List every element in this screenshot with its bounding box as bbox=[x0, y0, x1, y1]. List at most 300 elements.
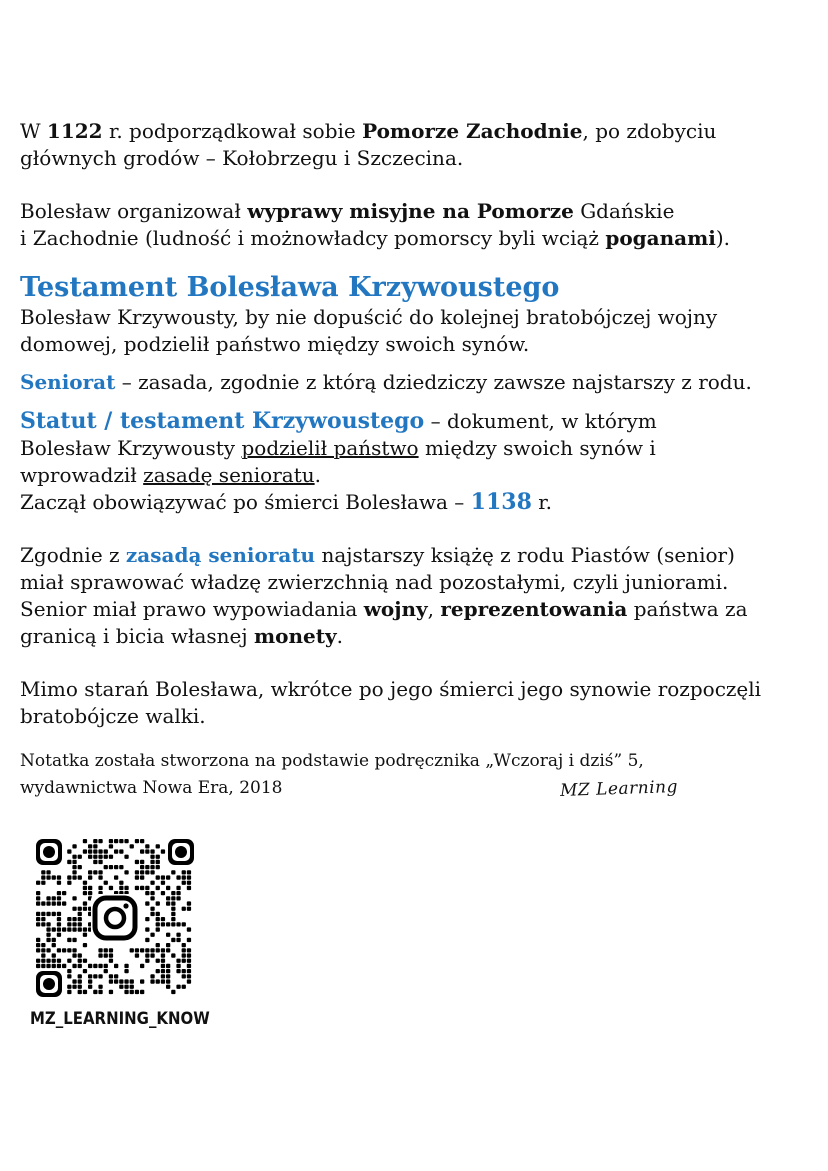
qr-module bbox=[187, 886, 191, 890]
qr-module bbox=[145, 927, 149, 931]
qr-module bbox=[52, 912, 56, 916]
qr-module bbox=[46, 896, 50, 900]
qr-module bbox=[41, 953, 45, 957]
qr-module bbox=[67, 922, 71, 926]
qr-module bbox=[156, 917, 160, 921]
definition-seniorat: Seniorat – zasada, zgodnie z którą dziedziczy zawsze najstarszy z rodu. bbox=[20, 370, 752, 394]
qr-module bbox=[104, 969, 108, 973]
qr-module bbox=[72, 875, 76, 879]
qr-module bbox=[182, 969, 186, 973]
qr-module bbox=[98, 948, 102, 952]
qr-module bbox=[109, 839, 113, 843]
qr-module bbox=[150, 907, 154, 911]
qr-module bbox=[83, 959, 87, 963]
qr-module bbox=[166, 985, 170, 989]
qr-module bbox=[130, 948, 134, 952]
qr-module bbox=[145, 959, 149, 963]
qr-module bbox=[88, 964, 92, 968]
qr-module bbox=[46, 948, 50, 952]
qr-module bbox=[93, 844, 97, 848]
qr-module bbox=[176, 891, 180, 895]
qr-module bbox=[93, 839, 97, 843]
qr-module bbox=[156, 865, 160, 869]
qr-module bbox=[182, 953, 186, 957]
qr-module bbox=[62, 901, 66, 905]
term-wyprawy-misyjne: wyprawy misyjne na Pomorze bbox=[247, 199, 574, 223]
qr-module bbox=[57, 959, 61, 963]
qr-module bbox=[171, 922, 175, 926]
qr-module bbox=[140, 979, 144, 983]
qr-module bbox=[156, 969, 160, 973]
qr-module bbox=[67, 959, 71, 963]
qr-module bbox=[109, 865, 113, 869]
qr-module bbox=[150, 974, 154, 978]
qr-module bbox=[62, 927, 66, 931]
qr-module bbox=[182, 985, 186, 989]
term-statut: Statut / testament Krzywoustego bbox=[20, 408, 425, 434]
qr-module bbox=[140, 849, 144, 853]
qr-module bbox=[83, 907, 87, 911]
qr-module bbox=[166, 969, 170, 973]
qr-module bbox=[156, 875, 160, 879]
qr-module bbox=[46, 870, 50, 874]
year-1138: 1138 bbox=[470, 489, 532, 515]
qr-module bbox=[88, 844, 92, 848]
qr-module bbox=[78, 953, 82, 957]
qr-module bbox=[150, 881, 154, 885]
qr-module bbox=[83, 881, 87, 885]
qr-module bbox=[72, 865, 76, 869]
qr-module bbox=[57, 922, 61, 926]
qr-module bbox=[67, 849, 71, 853]
term-reprezentowania: reprezentowania bbox=[440, 597, 628, 621]
qr-module bbox=[119, 979, 123, 983]
qr-module bbox=[57, 891, 61, 895]
qr-module bbox=[145, 917, 149, 921]
term-seniorat: Seniorat bbox=[20, 370, 116, 394]
qr-module bbox=[78, 865, 82, 869]
qr-module bbox=[78, 964, 82, 968]
qr-module bbox=[57, 964, 61, 968]
qr-module bbox=[156, 912, 160, 916]
paragraph-intro: Bolesław Krzywousty, by nie dopuścić do kolejnej bratobójczej wojny domowej, podzielił państwo między swoich synów. bbox=[20, 305, 718, 356]
qr-module bbox=[130, 979, 134, 983]
qr-module bbox=[72, 855, 76, 859]
qr-module bbox=[135, 875, 139, 879]
qr-module bbox=[67, 938, 71, 942]
qr-module bbox=[36, 917, 40, 921]
qr-module bbox=[36, 922, 40, 926]
qr-module bbox=[67, 860, 71, 864]
qr-module bbox=[135, 886, 139, 890]
qr-module bbox=[119, 985, 123, 989]
qr-module bbox=[83, 839, 87, 843]
qr-module bbox=[83, 969, 87, 973]
instagram-icon bbox=[91, 894, 139, 942]
qr-module bbox=[41, 901, 45, 905]
qr-module bbox=[78, 985, 82, 989]
qr-module bbox=[140, 964, 144, 968]
qr-module bbox=[187, 959, 191, 963]
qr-module bbox=[41, 943, 45, 947]
qr-module bbox=[119, 881, 123, 885]
qr-module bbox=[182, 922, 186, 926]
qr-module bbox=[67, 990, 71, 994]
term-pomorze-zachodnie: Pomorze Zachodnie bbox=[362, 119, 583, 143]
qr-module bbox=[52, 896, 56, 900]
qr-module bbox=[98, 964, 102, 968]
qr-module bbox=[171, 891, 175, 895]
qr-module bbox=[145, 870, 149, 874]
qr-module bbox=[119, 886, 123, 890]
qr-module bbox=[140, 948, 144, 952]
qr-code[interactable] bbox=[30, 833, 200, 1003]
qr-module bbox=[166, 964, 170, 968]
underlined-podzielil-panstwo: podzielił państwo bbox=[241, 436, 419, 460]
qr-module bbox=[130, 990, 134, 994]
qr-module bbox=[52, 938, 56, 942]
qr-module bbox=[182, 875, 186, 879]
qr-module bbox=[150, 865, 154, 869]
qr-module bbox=[150, 849, 154, 853]
qr-module bbox=[72, 844, 76, 848]
qr-module bbox=[171, 901, 175, 905]
qr-module bbox=[166, 943, 170, 947]
qr-module bbox=[187, 870, 191, 874]
qr-module bbox=[119, 849, 123, 853]
qr-module bbox=[93, 990, 97, 994]
qr-module bbox=[88, 855, 92, 859]
qr-module bbox=[88, 891, 92, 895]
qr-module bbox=[187, 953, 191, 957]
term-monety: monety bbox=[253, 624, 337, 648]
qr-module bbox=[78, 912, 82, 916]
qr-module bbox=[161, 974, 165, 978]
qr-module bbox=[135, 870, 139, 874]
qr-module bbox=[98, 860, 102, 864]
qr-module bbox=[187, 974, 191, 978]
qr-module bbox=[166, 886, 170, 890]
qr-module bbox=[41, 959, 45, 963]
qr-module bbox=[52, 964, 56, 968]
qr-module bbox=[62, 948, 66, 952]
qr-module bbox=[98, 886, 102, 890]
qr-module bbox=[171, 990, 175, 994]
paragraph-bratobojcze-walki: Mimo starań Bolesława, wkrótce po jego śmierci jego synowie rozpoczęli bratobójcze walki. bbox=[20, 677, 762, 728]
qr-module bbox=[109, 990, 113, 994]
qr-module bbox=[166, 896, 170, 900]
qr-module bbox=[130, 985, 134, 989]
qr-module bbox=[187, 979, 191, 983]
qr-module bbox=[171, 912, 175, 916]
qr-module bbox=[166, 948, 170, 952]
qr-module bbox=[124, 839, 128, 843]
qr-module bbox=[150, 912, 154, 916]
qr-module bbox=[83, 927, 87, 931]
qr-module bbox=[72, 927, 76, 931]
qr-module bbox=[145, 953, 149, 957]
qr-module bbox=[36, 964, 40, 968]
qr-module bbox=[135, 948, 139, 952]
qr-module bbox=[187, 948, 191, 952]
qr-module bbox=[166, 974, 170, 978]
qr-module bbox=[161, 964, 165, 968]
qr-module bbox=[93, 860, 97, 864]
qr-module bbox=[182, 881, 186, 885]
qr-module bbox=[67, 917, 71, 921]
paragraph-pomorze-zachodnie: W 1122 r. podporządkował sobie Pomorze Zachodnie, po zdobyciu głównych grodów – Kołobrzegu i Szczecina. bbox=[20, 119, 717, 170]
qr-module bbox=[182, 943, 186, 947]
qr-module bbox=[124, 979, 128, 983]
qr-module bbox=[156, 860, 160, 864]
qr-module bbox=[124, 985, 128, 989]
qr-module bbox=[135, 860, 139, 864]
qr-module bbox=[161, 917, 165, 921]
qr-module bbox=[182, 948, 186, 952]
qr-module bbox=[109, 953, 113, 957]
qr-module bbox=[182, 974, 186, 978]
qr-module bbox=[57, 917, 61, 921]
qr-module bbox=[171, 917, 175, 921]
qr-module bbox=[171, 938, 175, 942]
paragraph-wyprawy-misyjne: Bolesław organizował wyprawy misyjne na Pomorze Gdańskie i Zachodnie (ludność i możnowładcy pomorscy byli wciąż poganami). bbox=[20, 199, 731, 250]
term-zasada-senioratu: zasadą senioratu bbox=[125, 543, 316, 567]
qr-module bbox=[78, 875, 82, 879]
qr-module bbox=[41, 948, 45, 952]
qr-module bbox=[72, 964, 76, 968]
qr-module bbox=[72, 948, 76, 952]
qr-module bbox=[114, 964, 118, 968]
qr-module bbox=[62, 891, 66, 895]
qr-module bbox=[130, 844, 134, 848]
qr-module bbox=[98, 985, 102, 989]
term-poganami: poganami bbox=[605, 226, 716, 250]
qr-module bbox=[104, 849, 108, 853]
qr-module bbox=[57, 896, 61, 900]
qr-module bbox=[98, 875, 102, 879]
qr-module bbox=[93, 964, 97, 968]
signature: MZ Learning bbox=[559, 776, 679, 802]
qr-module bbox=[78, 922, 82, 926]
qr-module bbox=[161, 849, 165, 853]
qr-module bbox=[166, 875, 170, 879]
qr-module bbox=[104, 964, 108, 968]
qr-module bbox=[83, 933, 87, 937]
qr-module bbox=[67, 948, 71, 952]
qr-module bbox=[72, 979, 76, 983]
qr-block bbox=[30, 833, 210, 1029]
qr-module bbox=[114, 974, 118, 978]
qr-module bbox=[57, 875, 61, 879]
qr-module bbox=[72, 896, 76, 900]
qr-module bbox=[140, 990, 144, 994]
qr-module bbox=[161, 922, 165, 926]
qr-module bbox=[109, 844, 113, 848]
qr-module bbox=[161, 875, 165, 879]
qr-module bbox=[72, 870, 76, 874]
year-1122: 1122 bbox=[46, 119, 103, 143]
qr-module bbox=[36, 901, 40, 905]
qr-module bbox=[36, 912, 40, 916]
qr-module bbox=[182, 959, 186, 963]
qr-module bbox=[145, 891, 149, 895]
qr-module bbox=[88, 886, 92, 890]
qr-module bbox=[161, 979, 165, 983]
qr-module bbox=[57, 881, 61, 885]
qr-module bbox=[98, 974, 102, 978]
qr-module bbox=[161, 959, 165, 963]
qr-module bbox=[57, 901, 61, 905]
qr-module bbox=[124, 886, 128, 890]
qr-module bbox=[41, 917, 45, 921]
paragraph-zasada-senioratu: Zgodnie z zasadą senioratu najstarszy książę z rodu Piastów (senior) miał sprawować władzę zwierzchnią nad pozostałymi, czyli juniorami. Senior miał prawo wypowiadania wojny, reprezentowania państwa za granicą i bicia własnej monety. bbox=[20, 543, 748, 648]
underlined-zasade-senioratu: zasadę senioratu bbox=[143, 463, 315, 487]
qr-module bbox=[52, 943, 56, 947]
qr-module bbox=[36, 948, 40, 952]
qr-module bbox=[124, 870, 128, 874]
qr-module bbox=[36, 959, 40, 963]
qr-module bbox=[83, 886, 87, 890]
qr-module bbox=[176, 896, 180, 900]
qr-module bbox=[41, 964, 45, 968]
qr-module bbox=[145, 886, 149, 890]
qr-module bbox=[52, 959, 56, 963]
qr-module bbox=[78, 907, 82, 911]
qr-module bbox=[187, 875, 191, 879]
qr-module bbox=[67, 985, 71, 989]
qr-module bbox=[176, 886, 180, 890]
qr-module bbox=[156, 959, 160, 963]
qr-module bbox=[109, 974, 113, 978]
qr-module bbox=[187, 969, 191, 973]
qr-module bbox=[140, 865, 144, 869]
qr-module bbox=[83, 943, 87, 947]
term-wojny: wojny bbox=[363, 597, 428, 621]
qr-module bbox=[145, 865, 149, 869]
qr-module bbox=[145, 849, 149, 853]
qr-module bbox=[145, 948, 149, 952]
qr-module bbox=[145, 844, 149, 848]
qr-module bbox=[109, 948, 113, 952]
qr-module bbox=[187, 938, 191, 942]
qr-finder-bottom-left bbox=[36, 971, 62, 997]
qr-module bbox=[98, 870, 102, 874]
qr-module bbox=[135, 990, 139, 994]
qr-module bbox=[166, 933, 170, 937]
qr-module bbox=[72, 860, 76, 864]
qr-module bbox=[98, 953, 102, 957]
qr-module bbox=[78, 974, 82, 978]
qr-module bbox=[140, 839, 144, 843]
qr-module bbox=[145, 901, 149, 905]
qr-module bbox=[93, 974, 97, 978]
qr-module bbox=[36, 896, 40, 900]
qr-module bbox=[88, 979, 92, 983]
qr-module bbox=[88, 870, 92, 874]
qr-module bbox=[88, 849, 92, 853]
qr-module bbox=[187, 907, 191, 911]
qr-module bbox=[93, 855, 97, 859]
qr-module bbox=[114, 865, 118, 869]
qr-module bbox=[109, 886, 113, 890]
qr-label: MZ_LEARNING_KNOW bbox=[30, 1009, 210, 1029]
qr-module bbox=[150, 953, 154, 957]
qr-module bbox=[176, 933, 180, 937]
qr-module bbox=[78, 959, 82, 963]
qr-module bbox=[187, 964, 191, 968]
qr-module bbox=[150, 870, 154, 874]
qr-module bbox=[150, 891, 154, 895]
qr-module bbox=[88, 974, 92, 978]
qr-module bbox=[176, 938, 180, 942]
qr-module bbox=[124, 969, 128, 973]
qr-module bbox=[176, 959, 180, 963]
qr-module bbox=[57, 948, 61, 952]
qr-module bbox=[156, 979, 160, 983]
qr-module bbox=[62, 964, 66, 968]
qr-module bbox=[67, 969, 71, 973]
qr-module bbox=[46, 959, 50, 963]
qr-module bbox=[41, 922, 45, 926]
qr-module bbox=[114, 979, 118, 983]
qr-module bbox=[67, 927, 71, 931]
qr-module bbox=[83, 990, 87, 994]
qr-module bbox=[83, 901, 87, 905]
qr-module bbox=[109, 959, 113, 963]
qr-module bbox=[150, 896, 154, 900]
qr-module bbox=[98, 855, 102, 859]
qr-module bbox=[140, 860, 144, 864]
qr-module bbox=[57, 912, 61, 916]
qr-module bbox=[156, 886, 160, 890]
qr-module bbox=[176, 964, 180, 968]
qr-module bbox=[156, 844, 160, 848]
qr-module bbox=[72, 938, 76, 942]
qr-module bbox=[36, 943, 40, 947]
qr-module bbox=[93, 849, 97, 853]
qr-module bbox=[88, 985, 92, 989]
qr-module bbox=[150, 933, 154, 937]
qr-module bbox=[104, 865, 108, 869]
qr-module bbox=[109, 979, 113, 983]
qr-module bbox=[156, 922, 160, 926]
qr-module bbox=[119, 839, 123, 843]
qr-module bbox=[150, 979, 154, 983]
qr-module bbox=[124, 964, 128, 968]
qr-module bbox=[57, 933, 61, 937]
qr-module bbox=[46, 922, 50, 926]
qr-module bbox=[114, 875, 118, 879]
qr-module bbox=[46, 875, 50, 879]
qr-module bbox=[104, 948, 108, 952]
qr-module bbox=[46, 964, 50, 968]
qr-module bbox=[104, 953, 108, 957]
qr-module bbox=[83, 849, 87, 853]
qr-module bbox=[156, 948, 160, 952]
qr-module bbox=[124, 990, 128, 994]
qr-module bbox=[46, 912, 50, 916]
qr-module bbox=[46, 901, 50, 905]
qr-module bbox=[145, 938, 149, 942]
qr-module bbox=[171, 907, 175, 911]
qr-module bbox=[72, 917, 76, 921]
document-body bbox=[20, 118, 810, 802]
qr-module bbox=[171, 870, 175, 874]
qr-module bbox=[52, 927, 56, 931]
qr-module bbox=[182, 907, 186, 911]
qr-module bbox=[166, 979, 170, 983]
qr-module bbox=[156, 943, 160, 947]
